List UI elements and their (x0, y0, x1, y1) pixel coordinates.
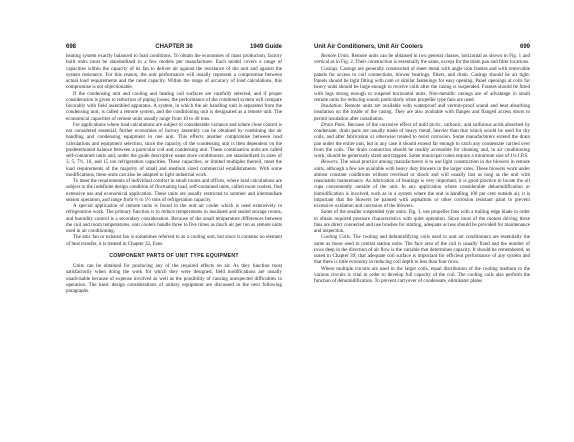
left-paragraph-6: The attic fan or exhaust fan is sometimes referred to as a cooling unit, but since it contains no element of heat transfer, it is treated in Chapter 32, Fans. (66, 234, 282, 247)
left-paragraph-3: For applications where load calculations are subject to considerable variance and where close control is not considered essential, further economies of factory assembly can be obtained by combining the air handling and condensing equipment in one unit. This effects another compromise between load calculations and equipment selection, since the capacity of the condensing unit is then dependent on the predetermined balance between a particular coil and condensing unit. These combination units are called self-contained units and, under the guide descriptive name store conditioners, are standardized in sizes of 3, 5, 7½, 10, and 15 ton refrigeration capacities. These capacities, or limited multiples thereof, meet the load requirements of the majority of small and medium sized commercial establishments. With some modifications, these units can also be adapted to light industrial work. (66, 121, 282, 178)
left-page (66, 43, 282, 433)
right-paragraph-drain-pans (314, 122, 530, 160)
drain-pans-lead: Drain Pans. (321, 121, 346, 128)
blowers-text: The usual practice among manufacturers is to use light construction in the blowers in remote units, although a few are available with heavy duty blowers in the larger sizes. These blowers work under almost constant conditions without overload or shock and will usually last as long as the unit with reasonable maintenance. As lubrication of bearings is very important, it is good practice to locate the oil cups conveniently outside of the unit. In any application where considerable dehumidification or humidification is involved, such as in a system where the unit is handling 100 per cent outside air, it is important that the blowers be painted with asphaltum or other corrosion resistant paint to prevent excessive oxidation and corrosion of the blowers. (314, 159, 530, 209)
casings-text: Casings are generally constructed of sheet metal with angle iron frames and with removable panels for access to coil connections, blower bearings, filters, and drain. Casings should be air tight. Panels should be tight fitting with cam or similar fastenings for easy opening. Panel openings at coils for heavy units should be large enough to receive coils after the casing is suspended. Frames should be fitted with lugs strong enough to suspend horizontal units. Non-metallic casings are of advantage in small remote units for reducing sound, particularly when propeller type fans are used. (314, 65, 530, 103)
blowers-lead: Blowers. (321, 159, 339, 166)
right-paragraph-cooling-coils (314, 234, 530, 265)
left-paragraph-7: Units can be obtained for producing any of the required effects on air. As they function most satisfactorily when doing the work for which they were designed, field modifications are usually unadvisable because of expense involved as well as the possibility of causing unexpected difficulties in operation. The basic design considerations of unitary equipment are discussed in the next following paragraphs. (66, 263, 282, 294)
left-paragraph-2: If the condensing unit and cooling and heating coil surfaces are carefully selected, and if proper consideration is given to reduction of piping losses, the performance of the combined system will compare favorably with field assembled apparatus. A system, in which the air handling unit is separated from the condensing unit, is called a remote system, and the conditioning unit is designated as a remote unit. The economical capacities of remote units usually range from 10 to 40 tons. (66, 90, 282, 122)
insulation-text: Remote units are available with waterproof and vermin-proof sound and heat absorbing insulation on the inside of the casing. They are also available with flanges and flanged access doors to permit insulation after installation. (314, 103, 530, 122)
section-heading: COMPONENT PARTS OF UNIT TYPE EQUIPMENT (109, 252, 239, 259)
right-paragraph-blowers (314, 159, 530, 209)
left-running-head (66, 43, 282, 52)
remote-units-text: Remote units can be obtained in two general classes, horizontal as shown in Fig. 1 and vertical as in Fig. 2. Their construction is essentially the same, except for the drain pan and filter locations. (314, 53, 531, 66)
right-paragraph-casings (314, 66, 530, 104)
running-title: Unit Air Conditioners, Unit Air Coolers (314, 44, 423, 50)
drain-pans-text: Because of the corrosive effect of mild picric, carbonic, and sulfurous acids absorbed by condensate, drain pans are usually made of heavy metal, heavier than that which would be used for dry coils, and after fabrication or otherwise treated to resist corrosion. Some manufacturers extend the drain pan under the entire unit, but in any case it should extend far enough to catch any condensate carried over from the coils. The drain connection should be readily accessible for cleaning and, in air conditioning work, should be generously sized and trapped. Some municipal codes require a minimum size of 1¼ I.P.S. (314, 121, 530, 159)
right-running-head (314, 43, 530, 52)
right-page (314, 43, 530, 433)
remote-units-lead: Remote Units. (321, 53, 350, 59)
left-paragraph-5: A special application of remote units is found in the unit air cooler which is used extensively in refrigeration work. The primary function is to reduce temperatures in insulated and sealed storage rooms, and humidity control is a secondary consideration. Because of the small temperature differences between the coil and room temperatures, unit coolers handle three to five times as much air per ton as remote units used in air conditioning. (66, 203, 282, 234)
right-page-number: 699 (519, 44, 530, 50)
right-paragraph-multiple-circuits: Where multiple circuits are used in the larger coils, equal distribution of the cooling medium to the various circuits is vital in order to develop full capacity of the coil. The cooling coils also perform the function of dehumidification. To prevent carryover of condensate, eliminator plates (314, 265, 530, 284)
right-paragraph-remote-units (314, 53, 530, 66)
insulation-lead: Insulation. (321, 103, 343, 109)
right-paragraph-insulation (314, 103, 530, 122)
right-paragraph-propeller-fans: Some of the smaller suspended type units, Fig. 3, use propeller fans with a trailing edge blade in order to obtain required pressure characteristics with quiet operation. Since most of the motors driving these fans are direct connected and use brushes for starting, adequate access should be provided for maintenance and inspection. (314, 209, 530, 234)
left-paragraph-4: To meet the requirements of individual comfort in small rooms and offices, where load calculations are subject to the indefinite design condition of fluctuating load, self-contained units, called room coolers, find extensive use and economical application. These units are usually restricted to summer and intermediate season operation, and range from ½ to 1½ tons of refrigeration capacity. (66, 178, 282, 203)
chapter-label: CHAPTER 36 (155, 44, 193, 50)
cooling-coils-lead: Cooling Coils. (321, 234, 352, 241)
guide-label: 1949 Guide (249, 44, 282, 50)
left-page-number: 698 (66, 44, 77, 50)
cooling-coils-text: The cooling and dehumidifying coils used in unit air conditioners are essentially the same as those used in central station units. The face area of the coil is usually fixed and the number of rows deep in the direction of air flow is the variable that determines capacity. It should be remembered, as noted in Chapter 39, that adequate coil surface is important for efficient performance of any system and that there is little economy in reducing coil depth to less than four rows. (314, 234, 530, 266)
left-paragraph-1: heating system exactly balanced to load conditions. To obtain the economies of mass production, factory built units must be standardized in a few models per manufacturer. Each model covers a range of capacities within the capacity of its fan to deliver air against the resistance of the unit and against the system resistance. For this reason, the unit performance will usually represent a compromise between actual load requirements and the rated capacity. Within the range of accuracy of load calculations, this compromise is not objectionable. (66, 53, 282, 91)
casings-lead: Casings. (321, 65, 339, 72)
